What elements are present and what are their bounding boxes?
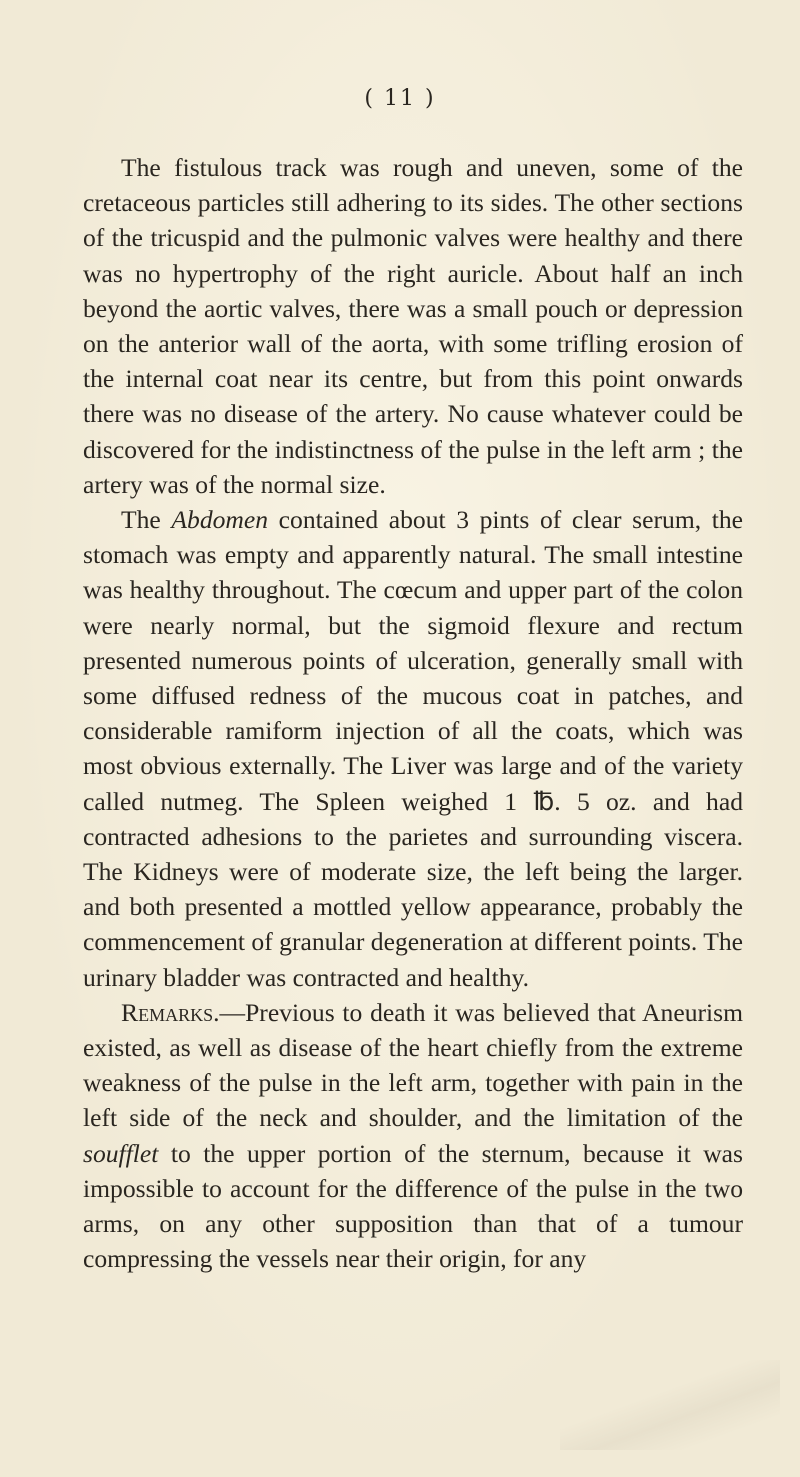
- remarks-text-2: to the upper portion of the sternum, because it was impossible to account for the difference of the pulse in the two arms, on any other supposition than that of a tumour compressing the vessels near their origin, for any: [83, 1138, 743, 1274]
- abdomen-text: contained about 3 pints of clear serum, the stomach was empty and apparently natural. The small intestine was healthy throughout. The cœcum and upper part of the colon were nearly normal, but the sigmoid flexure and rectum presented numerous points of ulceration, generally small with some diffused redness of the mucous coat in patches, and considerable ramiform injection of all the coats, which was most obvious externally. The Liver was large and of the variety called nutmeg. The Spleen weighed 1 ℔. 5 oz. and had contracted adhesions to the parietes and surrounding viscera. The Kidneys were of moderate size, the left being the larger. and both presented a mottled yellow appearance, probably the commencement of granular degeneration at different points. The urinary bladder was contracted and healthy.: [83, 505, 743, 992]
- paragraph-heart-findings: The fistulous track was rough and uneven, some of the cretaceous particles still adhering to its sides. The other sections of the tricuspid and the pulmonic valves were healthy and there was no hypertrophy of the right auricle. About half an inch beyond the aortic valves, there was a small pouch or depression on the anterior wall of the aorta, with some trifling erosion of the internal coat near its centre, but from this point onwards there was no disease of the artery. No cause whatever could be discovered for the indistinctness of the pulse in the left arm ; the artery was of the normal size.: [83, 153, 743, 499]
- remarks-heading: Remarks.: [121, 997, 220, 1027]
- body-text: [83, 150, 743, 1277]
- paragraph-abdomen: [83, 502, 743, 995]
- page-number: ( 11 ): [364, 86, 436, 111]
- remarks-text-1: —Previous to death it was believed that Aneurism existed, as well as disease of the heart chiefly from the extreme weakness of the pulse in the left arm, together with pain in the left side of the neck and shoulder, and the limitation of the: [83, 997, 743, 1133]
- abdomen-lead: The: [121, 505, 172, 535]
- paper-smudge: [560, 1360, 780, 1450]
- paragraph-remarks: [83, 995, 743, 1277]
- soufflet-term: soufflet: [83, 1138, 159, 1168]
- abdomen-term: Abdomen: [171, 505, 269, 535]
